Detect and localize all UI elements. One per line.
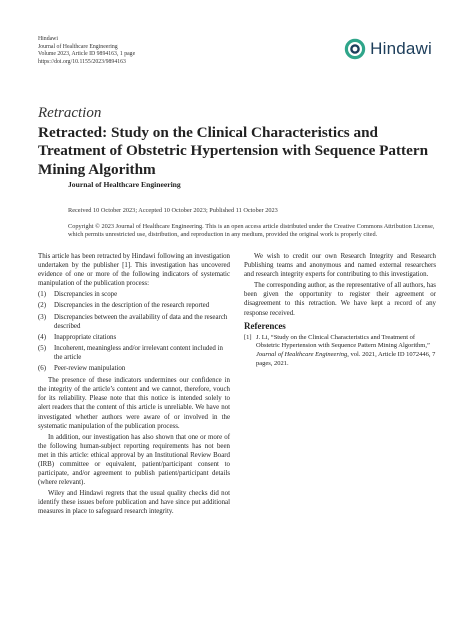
list-item: (5) Incoherent, meaningless and/or irrelevant content included in the article [38, 344, 223, 361]
journal-name: Journal of Healthcare Engineering [68, 180, 181, 189]
list-item: (2) Discrepancies in the description of the research reported [38, 302, 210, 310]
publisher-name: Hindawi [38, 36, 58, 42]
article-title: Retracted: Study on the Clinical Characteristics and Treatment of Obstetric Hypertension with Sequence Pattern Mining Algorithm [38, 124, 429, 178]
article-header-info [38, 36, 135, 66]
reference-text: J. Li, “Study on the Clinical Characteristics and Treatment of Obstetric Hypertension with Sequence Pattern Mining Algorithm,” Journal of Healthcare Engineering, vol. 2021, Article ID 1072446, 7 pages, 2021. [256, 333, 436, 367]
list-item: (6) Peer-review manipulation [38, 365, 126, 373]
body-paragraph: In addition, our investigation has also shown that one or more of the following human-subject reporting requirements has not been met in this article: ethical approval by an Institutional Review Board (IRB) committee or equivalent, patient/participant consent to participate, and/or agreement to publish patient/participant details (where relevant). [38, 433, 230, 487]
indicator-list [38, 290, 230, 373]
copyright-notice: Copyright © 2023 Journal of Healthcare Engineering. This is an open access article distributed under the Creative Commons Attribution License, which permits unrestricted use, distribution, and reproduction in any medium, provided the original work is properly cited. [68, 223, 435, 239]
body-paragraph: The corresponding author, as the representative of all authors, has been given the opportunity to register their agreement or disagreement to this retraction. We have kept a record of any response received. [244, 282, 436, 317]
article-type: Retraction [38, 105, 102, 121]
intro-paragraph: This article has been retracted by Hindawi following an investigation undertaken by the publisher [1]. This investigation has uncovered evidence of one or more of the following indicators of systematic manipulation of the publication process: [38, 253, 230, 288]
references-heading: References [244, 320, 286, 331]
left-column [38, 252, 230, 519]
publication-dates: Received 10 October 2023; Accepted 10 October 2023; Published 11 October 2023 [68, 207, 278, 214]
reference-item [244, 334, 436, 368]
list-item: (4) Inappropriate citations [38, 333, 117, 341]
list-item: (1) Discrepancies in scope [38, 291, 118, 299]
header-journal-name: Journal of Healthcare Engineering [38, 43, 118, 50]
body-paragraph: The presence of these indicators undermines our confidence in the integrity of the article’s content and we cannot, therefore, vouch for its reliability. Please note that this notice is intended solely to alert readers that the content of this article is unreliable. We have not investigated whether authors were aware of or involved in the systematic manipulation of the publication process. [38, 377, 230, 430]
list-item: (3) Discrepancies between the availability of data and the research described [38, 313, 228, 330]
reference-journal: Journal of Healthcare Engineering [256, 350, 348, 358]
body-paragraph: Wiley and Hindawi regrets that the usual quality checks did not identify these issues before publication and have since put additional measures in place to safeguard research integrity. [38, 490, 230, 516]
reference-number: [1] [244, 333, 252, 341]
volume-info: Volume 2023, Article ID 9894163, 1 page [38, 51, 136, 58]
doi-link[interactable]: https://doi.org/10.1155/2023/9894163 [38, 58, 126, 65]
hindawi-logo-icon [344, 38, 366, 60]
right-column [244, 252, 436, 368]
body-paragraph: We wish to credit our own Research Integrity and Research Publishing teams and anonymous and named external researchers and research integrity experts for contributing to this investigation. [244, 253, 436, 279]
logo-wordmark: Hindawi [370, 39, 432, 58]
hindawi-logo [344, 38, 432, 60]
